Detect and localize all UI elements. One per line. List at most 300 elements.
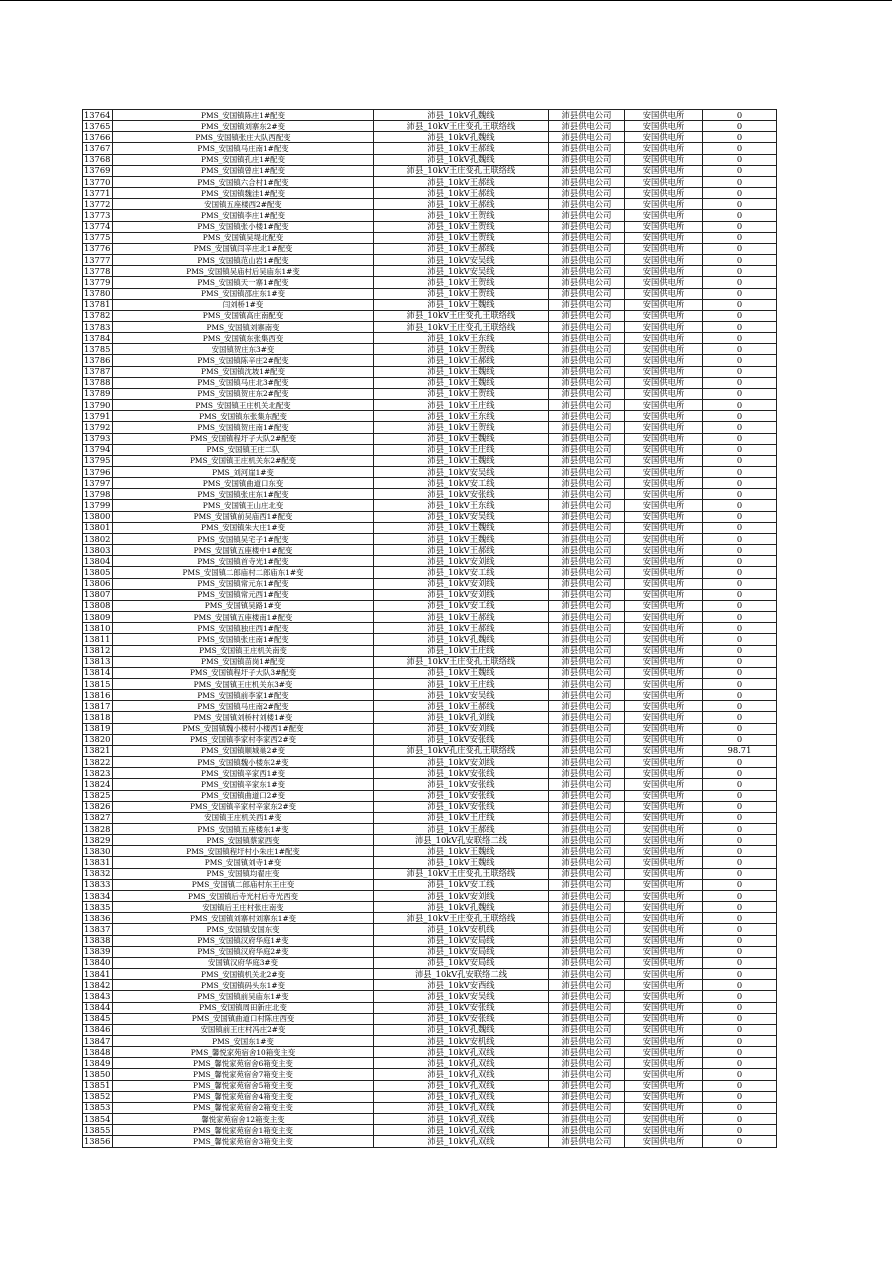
table-row <box>83 422 777 433</box>
company-cell: 沛县供电公司 <box>549 678 625 689</box>
feeder-line-cell: 沛县_10kV王庄变孔王联络线 <box>374 656 549 667</box>
company-cell: 沛县供电公司 <box>549 288 625 299</box>
row-id-cell: 13810 <box>83 623 113 634</box>
station-cell: 安国供电所 <box>625 255 703 266</box>
value-cell: 0 <box>703 165 777 176</box>
station-cell: 安国供电所 <box>625 745 703 756</box>
station-cell: 安国供电所 <box>625 868 703 879</box>
transformer-name-cell: PMS_安国镇常元西1#配变 <box>113 589 374 600</box>
table-row <box>83 589 777 600</box>
row-id-cell: 13815 <box>83 678 113 689</box>
table-row <box>83 388 777 399</box>
value-cell: 0 <box>703 188 777 199</box>
feeder-line-cell: 沛县_10kV王魏线 <box>374 522 549 533</box>
feeder-line-cell: 沛县_10kV安张线 <box>374 489 549 500</box>
row-id-cell: 13832 <box>83 868 113 879</box>
transformer-name-cell: PMS_安国镇五座楼南1#配变 <box>113 612 374 623</box>
transformer-name-cell: PMS_安国镇常元东1#配变 <box>113 578 374 589</box>
feeder-line-cell: 沛县_10kV王郝线 <box>374 612 549 623</box>
table-row <box>83 801 777 812</box>
feeder-line-cell: 沛县_10kV王魏线 <box>374 433 549 444</box>
row-id-cell: 13843 <box>83 991 113 1002</box>
transformer-name-cell: PMS_安国镇王庄机关南变 <box>113 645 374 656</box>
value-cell: 0 <box>703 846 777 857</box>
station-cell: 安国供电所 <box>625 935 703 946</box>
company-cell: 沛县供电公司 <box>549 991 625 1002</box>
transformer-name-cell: PMS_安国东1#变 <box>113 1035 374 1046</box>
transformer-name-cell: PMS_安国镇马庄北3#配变 <box>113 377 374 388</box>
row-id-cell: 13826 <box>83 801 113 812</box>
company-cell: 沛县供电公司 <box>549 1013 625 1024</box>
company-cell: 沛县供电公司 <box>549 545 625 556</box>
value-cell: 0 <box>703 690 777 701</box>
feeder-line-cell: 沛县_10kV安局线 <box>374 957 549 968</box>
row-id-cell: 13791 <box>83 411 113 422</box>
company-cell: 沛县供电公司 <box>549 745 625 756</box>
value-cell: 0 <box>703 723 777 734</box>
feeder-line-cell: 沛县_10kV安张线 <box>374 801 549 812</box>
station-cell: 安国供电所 <box>625 232 703 243</box>
feeder-line-cell: 沛县_10kV安工线 <box>374 600 549 611</box>
company-cell: 沛县供电公司 <box>549 656 625 667</box>
table-row <box>83 489 777 500</box>
company-cell: 沛县供电公司 <box>549 1125 625 1136</box>
transformer-name-cell: PMS_安国镇王庄二队 <box>113 444 374 455</box>
value-cell: 0 <box>703 701 777 712</box>
value-cell: 0 <box>703 1069 777 1080</box>
station-cell: 安国供电所 <box>625 444 703 455</box>
transformer-name-cell: PMS_安国镇沈坡1#配变 <box>113 366 374 377</box>
feeder-line-cell: 沛县_10kV王庄线 <box>374 678 549 689</box>
transformer-name-cell: PMS_安国镇贺庄南1#配变 <box>113 422 374 433</box>
feeder-line-cell: 沛县_10kV王魏线 <box>374 846 549 857</box>
table-row <box>83 1125 777 1136</box>
row-id-cell: 13806 <box>83 578 113 589</box>
transformer-name-cell: PMS_安国镇刘寨村刘寨东1#变 <box>113 913 374 924</box>
company-cell: 沛县供电公司 <box>549 612 625 623</box>
feeder-line-cell: 沛县_10kV安刘线 <box>374 723 549 734</box>
value-cell: 0 <box>703 132 777 143</box>
value-cell: 0 <box>703 243 777 254</box>
row-id-cell: 13780 <box>83 288 113 299</box>
transformer-name-cell: PMS_安国镇首寺光1#配变 <box>113 556 374 567</box>
transformer-name-cell: PMS_安国镇后寺光村后寺光西变 <box>113 890 374 901</box>
value-cell: 0 <box>703 656 777 667</box>
company-cell: 沛县供电公司 <box>549 344 625 355</box>
row-id-cell: 13795 <box>83 455 113 466</box>
feeder-line-cell: 沛县_10kV王东线 <box>374 500 549 511</box>
table-row <box>83 745 777 756</box>
transformer-name-cell: PMS_安国镇蔡家西变 <box>113 835 374 846</box>
table-row <box>83 723 777 734</box>
station-cell: 安国供电所 <box>625 723 703 734</box>
row-id-cell: 13765 <box>83 121 113 132</box>
table-row <box>83 690 777 701</box>
value-cell: 0 <box>703 868 777 879</box>
table-row <box>83 299 777 310</box>
feeder-line-cell: 沛县_10kV孔安联络二线 <box>374 835 549 846</box>
company-cell: 沛县供电公司 <box>549 690 625 701</box>
row-id-cell: 13811 <box>83 634 113 645</box>
table-body <box>83 110 777 1148</box>
feeder-line-cell: 沛县_10kV安张线 <box>374 1002 549 1013</box>
row-id-cell: 13827 <box>83 812 113 823</box>
company-cell: 沛县供电公司 <box>549 623 625 634</box>
row-id-cell: 13855 <box>83 1125 113 1136</box>
row-id-cell: 13793 <box>83 433 113 444</box>
station-cell: 安国供电所 <box>625 1035 703 1046</box>
station-cell: 安国供电所 <box>625 433 703 444</box>
value-cell: 0 <box>703 924 777 935</box>
value-cell: 0 <box>703 969 777 980</box>
company-cell: 沛县供电公司 <box>549 768 625 779</box>
row-id-cell: 13841 <box>83 969 113 980</box>
table-row <box>83 734 777 745</box>
table-row <box>83 678 777 689</box>
table-row <box>83 779 777 790</box>
transformer-name-cell: PMS_安国镇邵庄东1#变 <box>113 288 374 299</box>
value-cell: 0 <box>703 377 777 388</box>
row-id-cell: 13779 <box>83 277 113 288</box>
company-cell: 沛县供电公司 <box>549 255 625 266</box>
table-row <box>83 768 777 779</box>
station-cell: 安国供电所 <box>625 344 703 355</box>
feeder-line-cell: 沛县_10kV王贺线 <box>374 388 549 399</box>
station-cell: 安国供电所 <box>625 1080 703 1091</box>
feeder-line-cell: 沛县_10kV安刘线 <box>374 578 549 589</box>
transformer-name-cell: PMS_安国镇王山庄北变 <box>113 500 374 511</box>
transformer-name-cell: PMS_安国镇周田新庄北变 <box>113 1002 374 1013</box>
transformer-name-cell: 安国镇汉府华庭3#变 <box>113 957 374 968</box>
table-row <box>83 623 777 634</box>
company-cell: 沛县供电公司 <box>549 232 625 243</box>
company-cell: 沛县供电公司 <box>549 266 625 277</box>
row-id-cell: 13816 <box>83 690 113 701</box>
feeder-line-cell: 沛县_10kV王贺线 <box>374 210 549 221</box>
company-cell: 沛县供电公司 <box>549 913 625 924</box>
station-cell: 安国供电所 <box>625 489 703 500</box>
value-cell: 0 <box>703 790 777 801</box>
value-cell: 0 <box>703 678 777 689</box>
feeder-line-cell: 沛县_10kV安机线 <box>374 1035 549 1046</box>
transformer-name-cell: PMS_安国镇辛家东1#变 <box>113 779 374 790</box>
row-id-cell: 13837 <box>83 924 113 935</box>
company-cell: 沛县供电公司 <box>549 1035 625 1046</box>
table-row <box>83 310 777 321</box>
company-cell: 沛县供电公司 <box>549 857 625 868</box>
value-cell: 0 <box>703 1080 777 1091</box>
feeder-line-cell: 沛县_10kV安刘线 <box>374 757 549 768</box>
row-id-cell: 13772 <box>83 199 113 210</box>
company-cell: 沛县供电公司 <box>549 589 625 600</box>
transformer-name-cell: PMS_馨悦家苑宿舍6箱变主变 <box>113 1058 374 1069</box>
feeder-line-cell: 沛县_10kV王庄变孔王联络线 <box>374 913 549 924</box>
table-row <box>83 935 777 946</box>
table-row <box>83 176 777 187</box>
feeder-line-cell: 沛县_10kV安西线 <box>374 980 549 991</box>
feeder-line-cell: 沛县_10kV安刘线 <box>374 556 549 567</box>
table-row <box>83 188 777 199</box>
row-id-cell: 13766 <box>83 132 113 143</box>
station-cell: 安国供电所 <box>625 924 703 935</box>
feeder-line-cell: 沛县_10kV孔安联络二线 <box>374 969 549 980</box>
row-id-cell: 13774 <box>83 221 113 232</box>
transformer-name-cell: PMS_安国镇高庄南配变 <box>113 310 374 321</box>
feeder-line-cell: 沛县_10kV孔双线 <box>374 1125 549 1136</box>
station-cell: 安国供电所 <box>625 1091 703 1102</box>
company-cell: 沛县供电公司 <box>549 400 625 411</box>
value-cell: 0 <box>703 1058 777 1069</box>
company-cell: 沛县供电公司 <box>549 243 625 254</box>
station-cell: 安国供电所 <box>625 411 703 422</box>
company-cell: 沛县供电公司 <box>549 299 625 310</box>
value-cell: 0 <box>703 210 777 221</box>
row-id-cell: 13808 <box>83 600 113 611</box>
company-cell: 沛县供电公司 <box>549 868 625 879</box>
value-cell: 0 <box>703 321 777 332</box>
table-row <box>83 712 777 723</box>
company-cell: 沛县供电公司 <box>549 835 625 846</box>
table-row <box>83 121 777 132</box>
value-cell: 0 <box>703 355 777 366</box>
company-cell: 沛县供电公司 <box>549 924 625 935</box>
company-cell: 沛县供电公司 <box>549 321 625 332</box>
table-row <box>83 444 777 455</box>
transformer-name-cell: 安国镇贺庄东3#变 <box>113 344 374 355</box>
row-id-cell: 13787 <box>83 366 113 377</box>
table-row <box>83 154 777 165</box>
transformer-name-cell: PMS_安国镇均翟庄变 <box>113 868 374 879</box>
feeder-line-cell: 沛县_10kV王郝线 <box>374 143 549 154</box>
station-cell: 安国供电所 <box>625 422 703 433</box>
company-cell: 沛县供电公司 <box>549 634 625 645</box>
table-row <box>83 433 777 444</box>
company-cell: 沛县供电公司 <box>549 556 625 567</box>
row-id-cell: 13790 <box>83 400 113 411</box>
station-cell: 安国供电所 <box>625 790 703 801</box>
station-cell: 安国供电所 <box>625 143 703 154</box>
row-id-cell: 13778 <box>83 266 113 277</box>
station-cell: 安国供电所 <box>625 188 703 199</box>
table-row <box>83 913 777 924</box>
table-row <box>83 890 777 901</box>
row-id-cell: 13823 <box>83 768 113 779</box>
table-row <box>83 991 777 1002</box>
table-row <box>83 344 777 355</box>
feeder-line-cell: 沛县_10kV王庄变孔王联络线 <box>374 321 549 332</box>
value-cell: 0 <box>703 857 777 868</box>
company-cell: 沛县供电公司 <box>549 121 625 132</box>
row-id-cell: 13768 <box>83 154 113 165</box>
feeder-line-cell: 沛县_10kV孔双线 <box>374 1136 549 1147</box>
value-cell: 0 <box>703 645 777 656</box>
company-cell: 沛县供电公司 <box>549 500 625 511</box>
table-row <box>83 232 777 243</box>
transformer-name-cell: PMS_馨悦家苑宿舍1箱变主变 <box>113 1125 374 1136</box>
feeder-line-cell: 沛县_10kV王东线 <box>374 411 549 422</box>
feeder-line-cell: 沛县_10kV安吴线 <box>374 266 549 277</box>
table-row <box>83 835 777 846</box>
transformer-name-cell: PMS_安国镇前吴庙东1#变 <box>113 991 374 1002</box>
transformer-name-cell: PMS_安国镇陈庄1#配变 <box>113 110 374 121</box>
row-id-cell: 13840 <box>83 957 113 968</box>
table-row <box>83 567 777 578</box>
company-cell: 沛县供电公司 <box>549 210 625 221</box>
value-cell: 0 <box>703 1002 777 1013</box>
company-cell: 沛县供电公司 <box>549 1002 625 1013</box>
transformer-name-cell: PMS_安国镇二郎庙村东王庄变 <box>113 879 374 890</box>
transformer-name-cell: PMS_安国镇码头东1#变 <box>113 980 374 991</box>
company-cell: 沛县供电公司 <box>549 1136 625 1147</box>
station-cell: 安国供电所 <box>625 176 703 187</box>
table-row <box>83 221 777 232</box>
company-cell: 沛县供电公司 <box>549 333 625 344</box>
row-id-cell: 13851 <box>83 1080 113 1091</box>
company-cell: 沛县供电公司 <box>549 533 625 544</box>
company-cell: 沛县供电公司 <box>549 1102 625 1113</box>
value-cell: 0 <box>703 946 777 957</box>
row-id-cell: 13783 <box>83 321 113 332</box>
row-id-cell: 13828 <box>83 824 113 835</box>
station-cell: 安国供电所 <box>625 879 703 890</box>
table-row <box>83 1013 777 1024</box>
feeder-line-cell: 沛县_10kV王郝线 <box>374 701 549 712</box>
value-cell: 0 <box>703 902 777 913</box>
table-row <box>83 868 777 879</box>
transformer-name-cell: PMS_安国镇曾庄1#配变 <box>113 165 374 176</box>
transformer-name-cell: 安国镇后王庄村张庄南变 <box>113 902 374 913</box>
value-cell: 0 <box>703 299 777 310</box>
station-cell: 安国供电所 <box>625 288 703 299</box>
transformer-name-cell: PMS_安国镇辛家村辛家东2#变 <box>113 801 374 812</box>
row-id-cell: 13838 <box>83 935 113 946</box>
row-id-cell: 13796 <box>83 467 113 478</box>
value-cell: 0 <box>703 734 777 745</box>
value-cell: 0 <box>703 1047 777 1058</box>
transformer-name-cell: 安国镇五座楼西2#配变 <box>113 199 374 210</box>
feeder-line-cell: 沛县_10kV王魏线 <box>374 299 549 310</box>
table-row <box>83 857 777 868</box>
value-cell: 0 <box>703 255 777 266</box>
station-cell: 安国供电所 <box>625 801 703 812</box>
row-id-cell: 13805 <box>83 567 113 578</box>
value-cell: 98.71 <box>703 745 777 756</box>
company-cell: 沛县供电公司 <box>549 723 625 734</box>
table-row <box>83 455 777 466</box>
company-cell: 沛县供电公司 <box>549 600 625 611</box>
row-id-cell: 13839 <box>83 946 113 957</box>
row-id-cell: 13854 <box>83 1114 113 1125</box>
row-id-cell: 13785 <box>83 344 113 355</box>
value-cell: 0 <box>703 232 777 243</box>
row-id-cell: 13809 <box>83 612 113 623</box>
company-cell: 沛县供电公司 <box>549 154 625 165</box>
company-cell: 沛县供电公司 <box>549 422 625 433</box>
row-id-cell: 13767 <box>83 143 113 154</box>
table-row <box>83 1047 777 1058</box>
feeder-line-cell: 沛县_10kV王贺线 <box>374 288 549 299</box>
table-row <box>83 1058 777 1069</box>
value-cell: 0 <box>703 221 777 232</box>
feeder-line-cell: 沛县_10kV安刘线 <box>374 890 549 901</box>
row-id-cell: 13771 <box>83 188 113 199</box>
station-cell: 安国供电所 <box>625 545 703 556</box>
transformer-name-cell: PMS_馨悦家苑宿舍10箱变主变 <box>113 1047 374 1058</box>
transformer-name-cell: PMS_馨悦家苑宿舍7箱变主变 <box>113 1069 374 1080</box>
transformer-name-cell: PMS_安国镇张小楼1#配变 <box>113 221 374 232</box>
row-id-cell: 13831 <box>83 857 113 868</box>
feeder-line-cell: 沛县_10kV王庄线 <box>374 444 549 455</box>
row-id-cell: 13848 <box>83 1047 113 1058</box>
feeder-line-cell: 沛县_10kV王东线 <box>374 333 549 344</box>
feeder-line-cell: 沛县_10kV安局线 <box>374 946 549 957</box>
station-cell: 安国供电所 <box>625 667 703 678</box>
value-cell: 0 <box>703 612 777 623</box>
table-row <box>83 1069 777 1080</box>
company-cell: 沛县供电公司 <box>549 1047 625 1058</box>
station-cell: 安国供电所 <box>625 1013 703 1024</box>
value-cell: 0 <box>703 589 777 600</box>
feeder-line-cell: 沛县_10kV安机线 <box>374 924 549 935</box>
value-cell: 0 <box>703 913 777 924</box>
value-cell: 0 <box>703 1114 777 1125</box>
feeder-line-cell: 沛县_10kV孔魏线 <box>374 634 549 645</box>
value-cell: 0 <box>703 600 777 611</box>
transformer-name-cell: 闫刘桥1#变 <box>113 299 374 310</box>
value-cell: 0 <box>703 154 777 165</box>
row-id-cell: 13797 <box>83 478 113 489</box>
feeder-line-cell: 沛县_10kV王庄线 <box>374 645 549 656</box>
table-row <box>83 355 777 366</box>
feeder-line-cell: 沛县_10kV王魏线 <box>374 667 549 678</box>
transformer-name-cell: PMS_安国镇朱大庄1#变 <box>113 522 374 533</box>
station-cell: 安国供电所 <box>625 812 703 823</box>
station-cell: 安国供电所 <box>625 299 703 310</box>
table-row <box>83 1136 777 1147</box>
station-cell: 安国供电所 <box>625 310 703 321</box>
transformer-name-cell: PMS_安国镇闫辛庄北1#配变 <box>113 243 374 254</box>
company-cell: 沛县供电公司 <box>549 824 625 835</box>
row-id-cell: 13819 <box>83 723 113 734</box>
row-id-cell: 13846 <box>83 1024 113 1035</box>
feeder-line-cell: 沛县_10kV王魏线 <box>374 377 549 388</box>
transformer-name-cell: PMS_安国镇六合村1#配变 <box>113 176 374 187</box>
row-id-cell: 13794 <box>83 444 113 455</box>
transformer-name-cell: PMS_刘河崖1#变 <box>113 467 374 478</box>
feeder-line-cell: 沛县_10kV孔双线 <box>374 1114 549 1125</box>
table-row <box>83 277 777 288</box>
value-cell: 0 <box>703 400 777 411</box>
transformer-name-cell: PMS_安国镇马庄南1#配变 <box>113 143 374 154</box>
table-row <box>83 812 777 823</box>
feeder-line-cell: 沛县_10kV安张线 <box>374 1013 549 1024</box>
value-cell: 0 <box>703 444 777 455</box>
value-cell: 0 <box>703 489 777 500</box>
company-cell: 沛县供电公司 <box>549 478 625 489</box>
transformer-name-cell: PMS_安国镇王庄机关北配变 <box>113 400 374 411</box>
table-row <box>83 243 777 254</box>
value-cell: 0 <box>703 991 777 1002</box>
table-row <box>83 545 777 556</box>
table-row <box>83 467 777 478</box>
station-cell: 安国供电所 <box>625 1058 703 1069</box>
station-cell: 安国供电所 <box>625 645 703 656</box>
station-cell: 安国供电所 <box>625 846 703 857</box>
transformer-name-cell: PMS_安国镇五座楼东1#变 <box>113 824 374 835</box>
feeder-line-cell: 沛县_10kV孔双线 <box>374 1047 549 1058</box>
company-cell: 沛县供电公司 <box>549 578 625 589</box>
table-row <box>83 210 777 221</box>
